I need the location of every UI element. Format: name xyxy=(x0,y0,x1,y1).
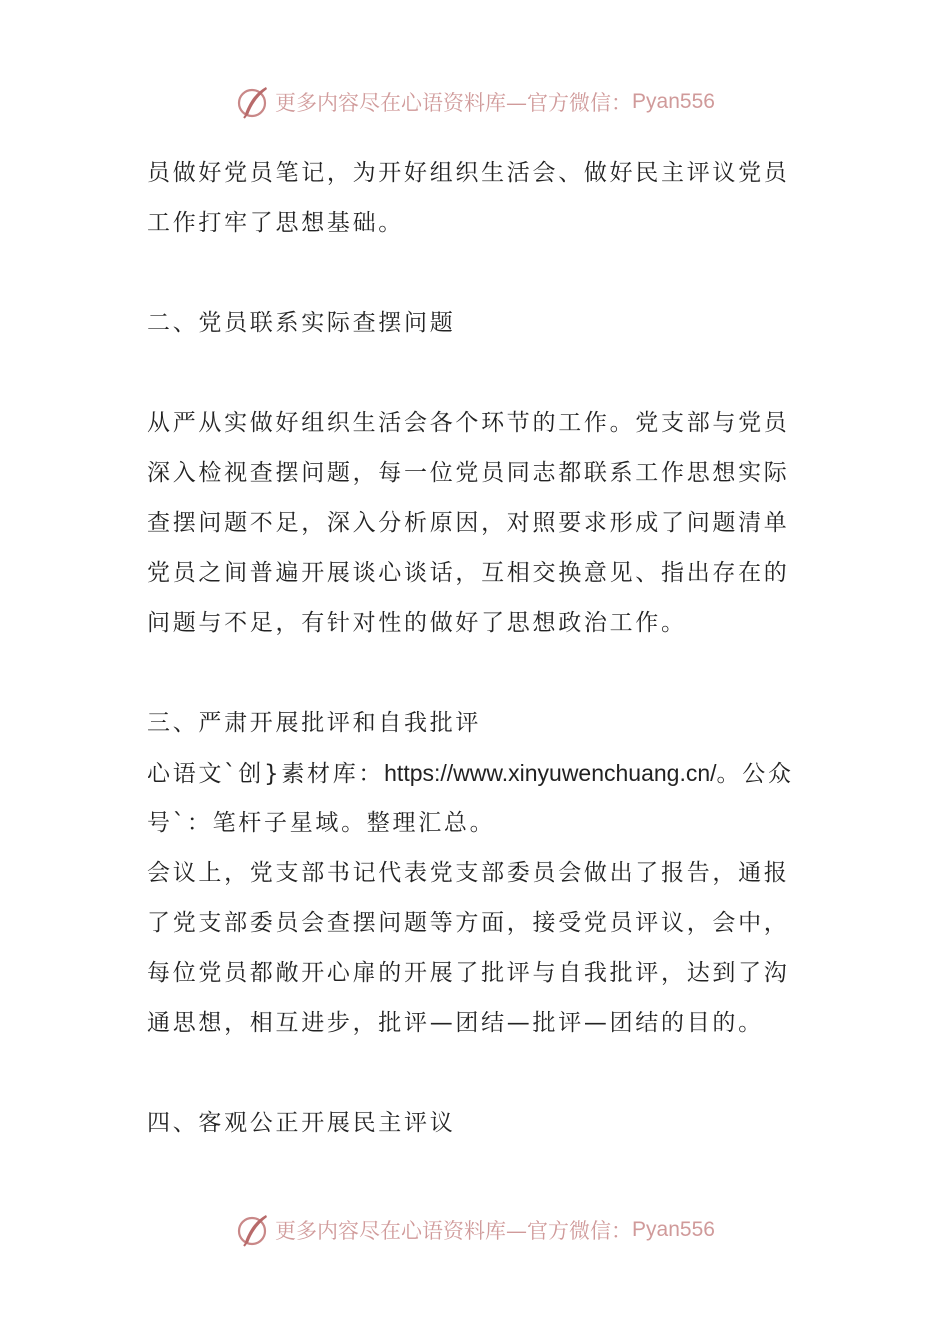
watermark-wechat-id: Pyan556 xyxy=(632,90,715,113)
paragraph-gap xyxy=(147,648,807,698)
paragraph-gap xyxy=(147,1048,807,1098)
watermark-text: 更多内容尽在心语资料库—官方微信： xyxy=(275,1219,633,1243)
paragraph-line: 员做好党员笔记，为开好组织生活会、做好民主评议党员 xyxy=(147,160,790,186)
ad-line xyxy=(147,748,807,798)
watermark-wechat-id: Pyan556 xyxy=(632,1218,715,1241)
section-heading-3: 三、严肃开展批评和自我批评 xyxy=(147,710,482,736)
paragraph-line: 问题与不足，有针对性的做好了思想政治工作。 xyxy=(147,610,687,636)
paragraph-line: 工作打牢了思想基础。 xyxy=(147,210,404,236)
document-body xyxy=(147,148,807,1148)
ad-url-link[interactable]: https://www.xinyuwenchuang.cn/ xyxy=(384,760,717,786)
ad-line-2: 号`：笔杆子星域。整理汇总。 xyxy=(147,810,496,836)
paragraph-line: 深入检视查摆问题，每一位党员同志都联系工作思想实际 xyxy=(147,460,790,486)
watermark-banner-top xyxy=(0,82,950,122)
ad-suffix: 。公众 xyxy=(716,761,794,787)
ad-prefix: 心语文`创}素材库： xyxy=(147,761,385,787)
paragraph-line: 每位党员都敞开心扉的开展了批评与自我批评，达到了沟 xyxy=(147,960,790,986)
paragraph-line: 党员之间普遍开展谈心谈话，互相交换意见、指出存在的 xyxy=(147,560,790,586)
watermark-text: 更多内容尽在心语资料库—官方微信： xyxy=(275,91,633,115)
quill-pen-icon xyxy=(235,1212,271,1248)
paragraph-line: 会议上，党支部书记代表党支部委员会做出了报告，通报 xyxy=(147,860,790,886)
paragraph-line: 查摆问题不足，深入分析原因，对照要求形成了问题清单 xyxy=(147,510,790,536)
paragraph-line: 通思想，相互进步，批评—团结—批评—团结的目的。 xyxy=(147,1010,764,1036)
section-heading-2: 二、党员联系实际查摆问题 xyxy=(147,310,456,336)
quill-pen-icon xyxy=(235,84,271,120)
paragraph-gap xyxy=(147,248,807,298)
paragraph-line: 了党支部委员会查摆问题等方面，接受党员评议，会中， xyxy=(147,910,790,936)
paragraph-line: 从严从实做好组织生活会各个环节的工作。党支部与党员 xyxy=(147,410,790,436)
section-heading-4: 四、客观公正开展民主评议 xyxy=(147,1110,456,1136)
paragraph-gap xyxy=(147,348,807,398)
watermark-banner-bottom xyxy=(0,1210,950,1250)
